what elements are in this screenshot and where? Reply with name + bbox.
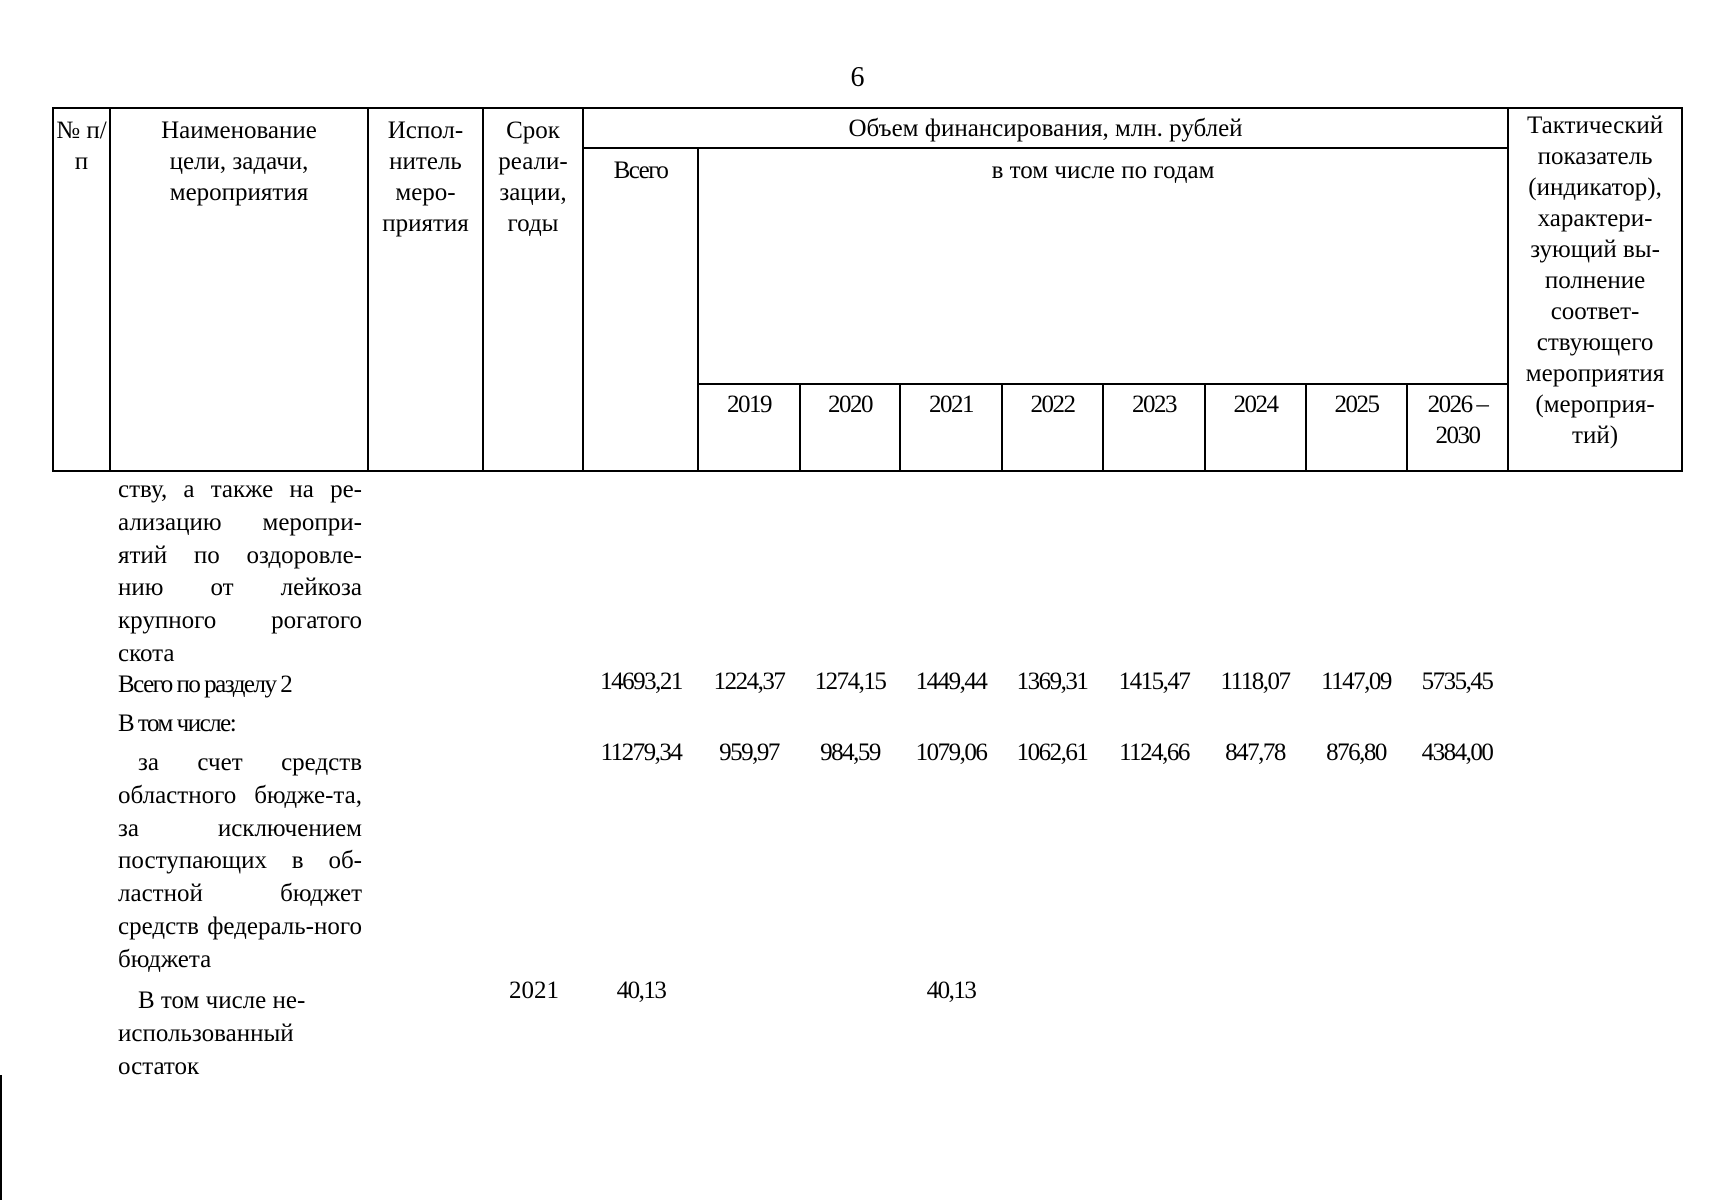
row-total-unused: 40,13 <box>616 977 666 1004</box>
page-number: 6 <box>850 62 865 93</box>
row-name-section-total: Всего по разделу 2 <box>118 671 292 698</box>
row-value-2020: 984,59 <box>820 739 880 766</box>
header-name: Наименование цели, задачи, мероприятия <box>110 108 368 471</box>
header-executor: Испол-нитель меро-приятия <box>368 108 483 471</box>
row-value-2021: 40,13 <box>926 977 976 1004</box>
header-no: № п/п <box>53 108 110 471</box>
header-year-2024: 2024 <box>1205 384 1306 471</box>
row-total-regional: 11279,34 <box>600 739 682 766</box>
header-year-2023: 2023 <box>1103 384 1205 471</box>
header-year-2020: 2020 <box>800 384 900 471</box>
row-value-2021: 1079,06 <box>915 739 987 766</box>
header-year-2025: 2025 <box>1306 384 1407 471</box>
row-value-2020: 1274,15 <box>814 668 886 695</box>
header-term: Срок реали-зации, годы <box>483 108 583 471</box>
row-value-2025: 1147,09 <box>1321 668 1391 695</box>
row-value-2025: 876,80 <box>1326 739 1386 766</box>
row-value-2024: 847,78 <box>1225 739 1285 766</box>
row-name-continuation: ству, а также на ре-ализацию меропри-ятий по оздоровле-нию от лейкоза крупного рогатого скота <box>118 476 362 667</box>
table-header <box>52 107 1683 472</box>
row-value-2026-2030: 4384,00 <box>1421 739 1493 766</box>
header-funding: Объем финансирования, млн. рублей <box>583 108 1508 148</box>
row-value-2019: 1224,37 <box>713 668 785 695</box>
header-year-2026-2030: 2026 – 2030 <box>1407 384 1508 471</box>
row-name-regional-budget: за счет средств областного бюдже-та, за исключением поступающих в об-ластной бюджет средств федераль-ного бюджета <box>118 749 362 973</box>
header-by-years: в том числе по годам <box>698 148 1508 384</box>
row-value-2022: 1062,61 <box>1016 739 1088 766</box>
row-value-2026-2030: 5735,45 <box>1421 668 1493 695</box>
header-indicator: Тактический показатель (индикатор), характери-зующий вы-полнение соответ-ствующего мероприятия (мероприя-тий) <box>1508 108 1682 471</box>
row-value-2021: 1449,44 <box>915 668 987 695</box>
row-total-section: 14693,21 <box>600 668 682 695</box>
row-value-2023: 1124,66 <box>1119 739 1189 766</box>
row-name-unused-balance: В том числе не-использованный остаток <box>118 987 306 1080</box>
scan-edge-line <box>0 1075 2 1200</box>
header-year-2019: 2019 <box>698 384 800 471</box>
row-name-including: В том числе: <box>118 710 236 737</box>
row-term-unused: 2021 <box>509 977 559 1004</box>
row-value-2023: 1415,47 <box>1118 668 1190 695</box>
header-total: Всего <box>583 148 698 471</box>
row-value-2024: 1118,07 <box>1220 668 1290 695</box>
row-value-2022: 1369,31 <box>1016 668 1088 695</box>
row-value-2019: 959,97 <box>719 739 779 766</box>
header-year-2021: 2021 <box>900 384 1002 471</box>
header-year-2022: 2022 <box>1002 384 1103 471</box>
